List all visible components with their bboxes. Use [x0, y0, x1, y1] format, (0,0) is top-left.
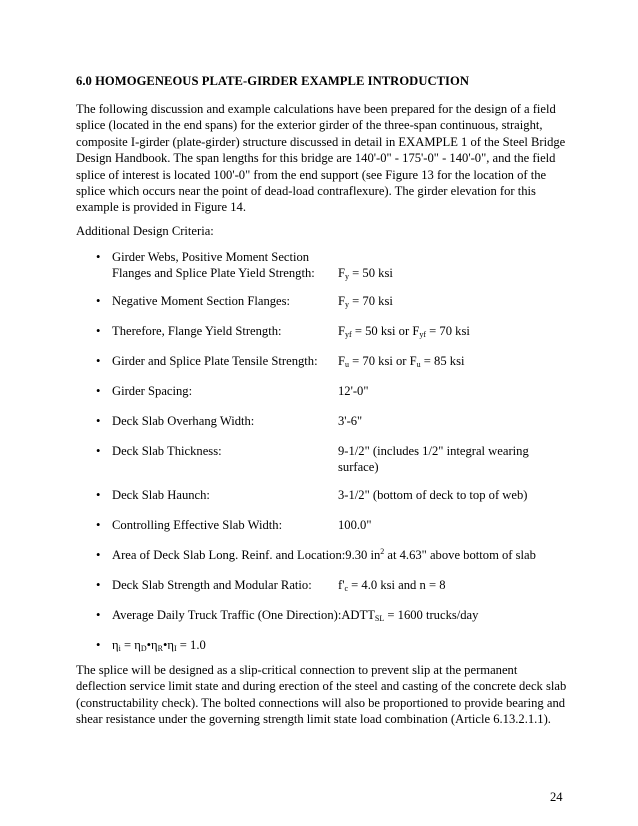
closing-paragraph [76, 662, 576, 728]
bullet-icon: • [96, 444, 101, 458]
bullet-icon: • [96, 548, 101, 562]
closing-line: deflection service limit state and during erection of the steel and casting of the concrete deck slab [76, 679, 567, 694]
criteria-value: 9-1/2" (includes 1/2" integral wearing surface) [338, 444, 529, 475]
page-number: 24 [550, 790, 563, 804]
intro-paragraph [76, 101, 576, 216]
closing-line: The splice will be designed as a slip-critical connection to prevent slip at the permanent [76, 663, 518, 677]
bullet-icon: • [96, 294, 101, 308]
criteria-label: Deck Slab Thickness: [112, 444, 222, 458]
criteria-label: Deck Slab Haunch: [112, 488, 210, 502]
intro-line: splice of interest is located 100'-0" from the end support (see Figure 13 for the location of the [76, 167, 547, 182]
intro-line: Design Handbook. The span lengths for this bridge are 140'-0" - 175'-0" - 140'-0", and the field [76, 151, 556, 166]
bullet-icon: • [96, 324, 101, 338]
criteria-value: 12'-0" [338, 384, 369, 398]
criteria-value: $F_{yf} = 50$ ksi or $F_{yf} = 70$ ksi [338, 324, 470, 339]
closing-line: (constructability check). The bolted connections will also be proportioned to provide bearing and [76, 695, 566, 710]
criteria-label: Area of Deck Slab Long. Reinf. and Location:9.30 $in^2$ at 4.63" above bottom of slab [112, 547, 536, 562]
bullet-icon: • [96, 414, 101, 428]
intro-line: composite I-girder (plate-girder) structure discussed in detail in EXAMPLE 1 of the Steel Bridge [76, 134, 566, 149]
criteria-label: Girder Spacing: [112, 384, 193, 398]
bullet-icon: • [96, 578, 101, 592]
eta-equation: $\eta_i$ = $\eta_D•\eta_R•\eta_I = 1.0$ [112, 638, 206, 653]
criteria-label: Average Daily Truck Traffic (One $Direction):ADTT_{SL} = 1600$ trucks/day [112, 608, 479, 623]
criteria-label: Girder Webs, Positive Moment Section Flanges and Splice Plate Yield Strength: [112, 250, 315, 281]
bullet-icon: • [96, 250, 101, 264]
bullet-icon: • [96, 488, 101, 502]
bullet-icon: • [96, 354, 101, 368]
criteria-title: Additional Design Criteria: [76, 224, 214, 238]
criteria-value: ADTT [341, 608, 375, 622]
criteria-label: Negative Moment Section Flanges: [112, 294, 291, 308]
criteria-label: Deck Slab Overhang Width: [112, 414, 255, 428]
criteria-label: Deck Slab Strength and Modular Ratio: [112, 578, 312, 592]
intro-line: splice which occurs near the point of dead-load contraflexure). The girder elevation for this [76, 184, 536, 199]
criteria-value: 9.30 in [345, 548, 381, 562]
criteria-value: 100.0" [338, 518, 372, 532]
criteria-value: 3'-6" [338, 414, 363, 428]
bullet-icon: • [96, 518, 101, 532]
criteria-value: $F_y = 50$ ksi [338, 266, 393, 281]
criteria-value: $F_y = 70$ ksi [338, 294, 393, 309]
bullet-icon: • [96, 384, 101, 398]
bullet-icon: • [96, 638, 101, 652]
closing-line: shear resistance under the governing strength limit state load combination (Article 6.13.2.1.1). [76, 712, 551, 727]
section-heading: 6.0 HOMOGENEOUS PLATE-GIRDER EXAMPLE INTRODUCTION [76, 74, 470, 88]
criteria-label: Girder and Splice Plate Tensile Strength: [112, 354, 318, 368]
intro-line: The following discussion and example calculations have been prepared for the design of a field [76, 102, 556, 116]
intro-line: example is provided in Figure 14. [76, 200, 246, 215]
criteria-value: $f'_c = 4.0$ ksi and n = 8 [338, 578, 446, 593]
criteria-label: Controlling Effective Slab Width: [112, 518, 283, 532]
bullet-icon: • [96, 608, 101, 622]
criteria-value: 3-1/2" (bottom of deck to top of web) [338, 488, 528, 502]
criteria-label: Therefore, Flange Yield Strength: [112, 324, 282, 338]
criteria-value: $F_u = 70$ ksi or $F_u = 85$ ksi [338, 354, 465, 369]
intro-line: splice (located in the end spans) for the exterior girder of the three-span continuous, straight, [76, 118, 543, 133]
